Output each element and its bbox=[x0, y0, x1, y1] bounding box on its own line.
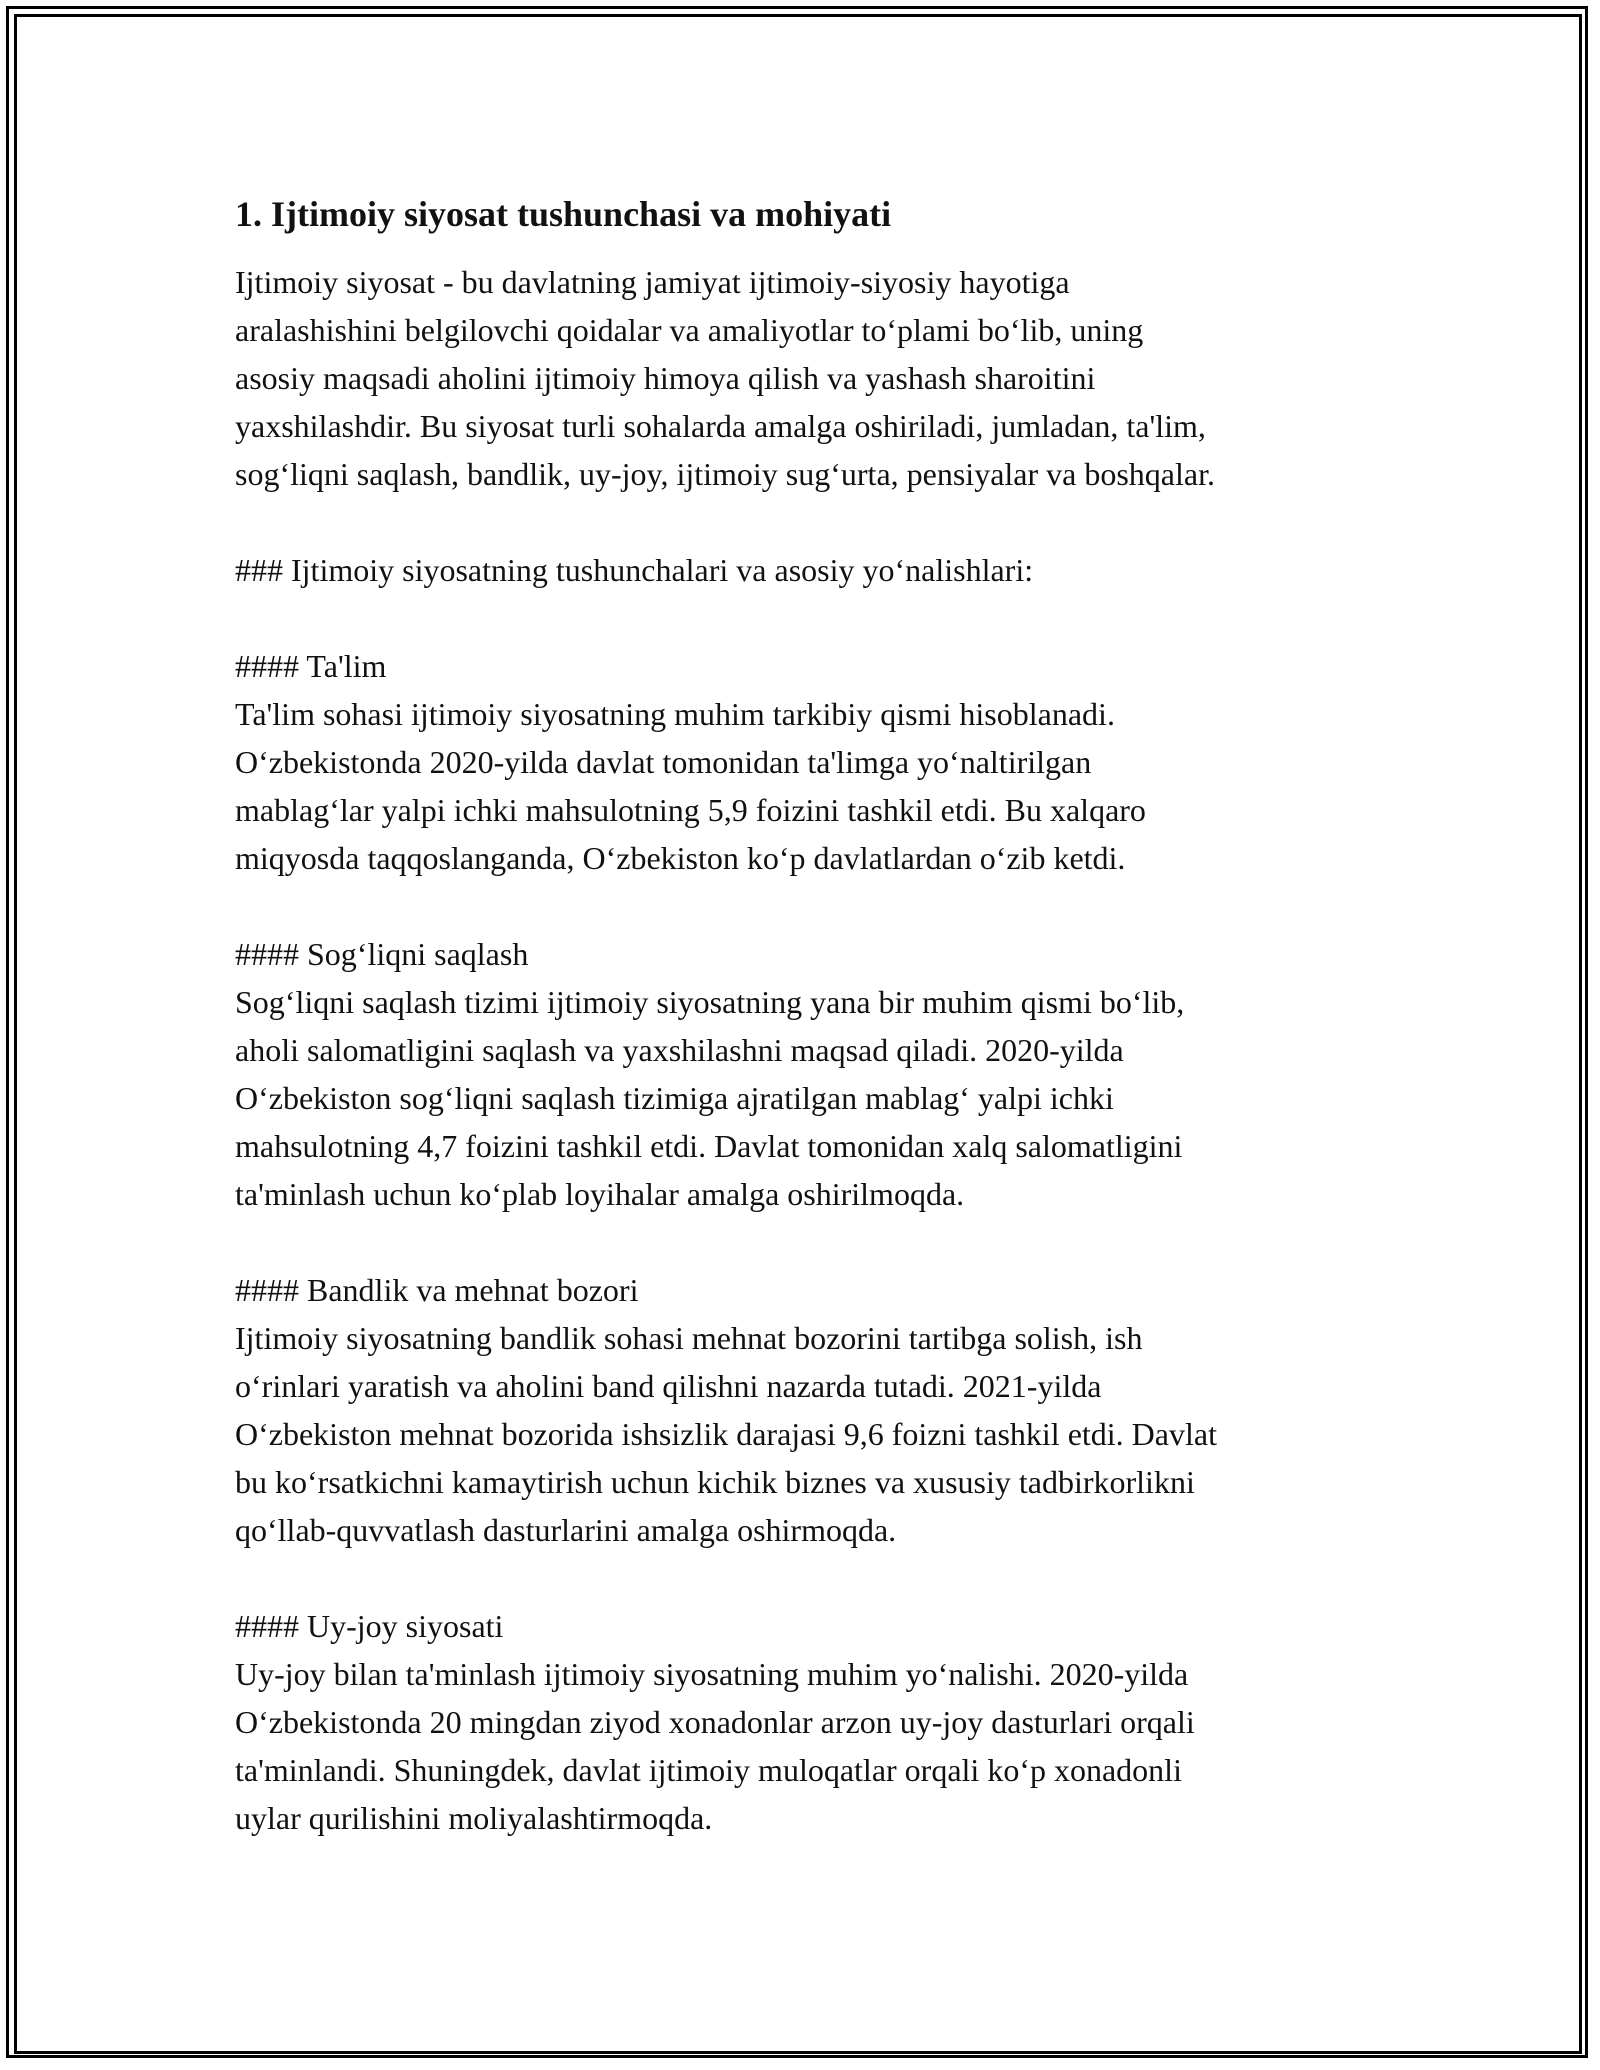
section-heading: #### Ta'lim bbox=[235, 648, 387, 684]
section-body: Ijtimoiy siyosatning bandlik sohasi mehnat bozorini tartibga solish, ish o‘rinlari yaratish va aholini band qilishni nazarda tutadi. 2021-yilda O‘zbekiston mehnat bozorida ishsizlik darajasi 9,6 foizni tashkil etdi. Davlat bu ko‘rsatkichni kamaytirish uchun kichik biznes va xususiy tadbirkorlikni qo‘llab-quvvatlash dasturlarini amalga oshirmoqda. bbox=[235, 1320, 1217, 1548]
section-housing bbox=[235, 1602, 1375, 1842]
section-heading: #### Sog‘liqni saqlash bbox=[235, 936, 529, 972]
section-employment bbox=[235, 1266, 1375, 1554]
section-body: Ta'lim sohasi ijtimoiy siyosatning muhim tarkibiy qismi hisoblanadi. O‘zbekistonda 2020-yilda davlat tomonidan ta'limga yo‘naltirilgan mablag‘lar yalpi ichki mahsulotning 5,9 foizini tashkil etdi. Bu xalqaro miqyosda taqqoslanganda, O‘zbekiston ko‘p davlatlardan o‘zib ketdi. bbox=[235, 696, 1146, 876]
document-title: 1. Ijtimoiy siyosat tushunchasi va mohiyati bbox=[235, 194, 892, 234]
directions-subheading: ### Ijtimoiy siyosatning tushunchalari va asosiy yo‘nalishlari: bbox=[235, 552, 1034, 588]
section-heading: #### Bandlik va mehnat bozori bbox=[235, 1272, 639, 1308]
section-body: Sog‘liqni saqlash tizimi ijtimoiy siyosatning yana bir muhim qismi bo‘lib, aholi salomatligini saqlash va yaxshilashni maqsad qiladi. 2020-yilda O‘zbekiston sog‘liqni saqlash tizimiga ajratilgan mablag‘ yalpi ichki mahsulotning 4,7 foizini tashkil etdi. Davlat tomonidan xalq salomatligini ta'minlash uchun ko‘plab loyihalar amalga oshirilmoqda. bbox=[235, 984, 1185, 1212]
intro-paragraph: Ijtimoiy siyosat - bu davlatning jamiyat ijtimoiy-siyosiy hayotiga aralashishini belgilovchi qoidalar va amaliyotlar to‘plami bo‘lib, uning asosiy maqsadi aholini ijtimoiy himoya qilish va yashash sharoitini yaxshilashdir. Bu siyosat turli sohalarda amalga oshiriladi, jumladan, ta'lim, sog‘liqni saqlash, bandlik, uy-joy, ijtimoiy sug‘urta, pensiyalar va boshqalar. bbox=[235, 264, 1215, 492]
section-healthcare bbox=[235, 930, 1375, 1218]
section-education bbox=[235, 642, 1375, 882]
section-body: Uy-joy bilan ta'minlash ijtimoiy siyosatning muhim yo‘nalishi. 2020-yilda O‘zbekistonda 20 mingdan ziyod xonadonlar arzon uy-joy dasturlari orqali ta'minlandi. Shuningdek, davlat ijtimoiy muloqatlar orqali ko‘p xonadonli uylar qurilishini moliyalashtirmoqda. bbox=[235, 1656, 1195, 1836]
document-body bbox=[235, 190, 1375, 1890]
section-heading: #### Uy-joy siyosati bbox=[235, 1608, 504, 1644]
